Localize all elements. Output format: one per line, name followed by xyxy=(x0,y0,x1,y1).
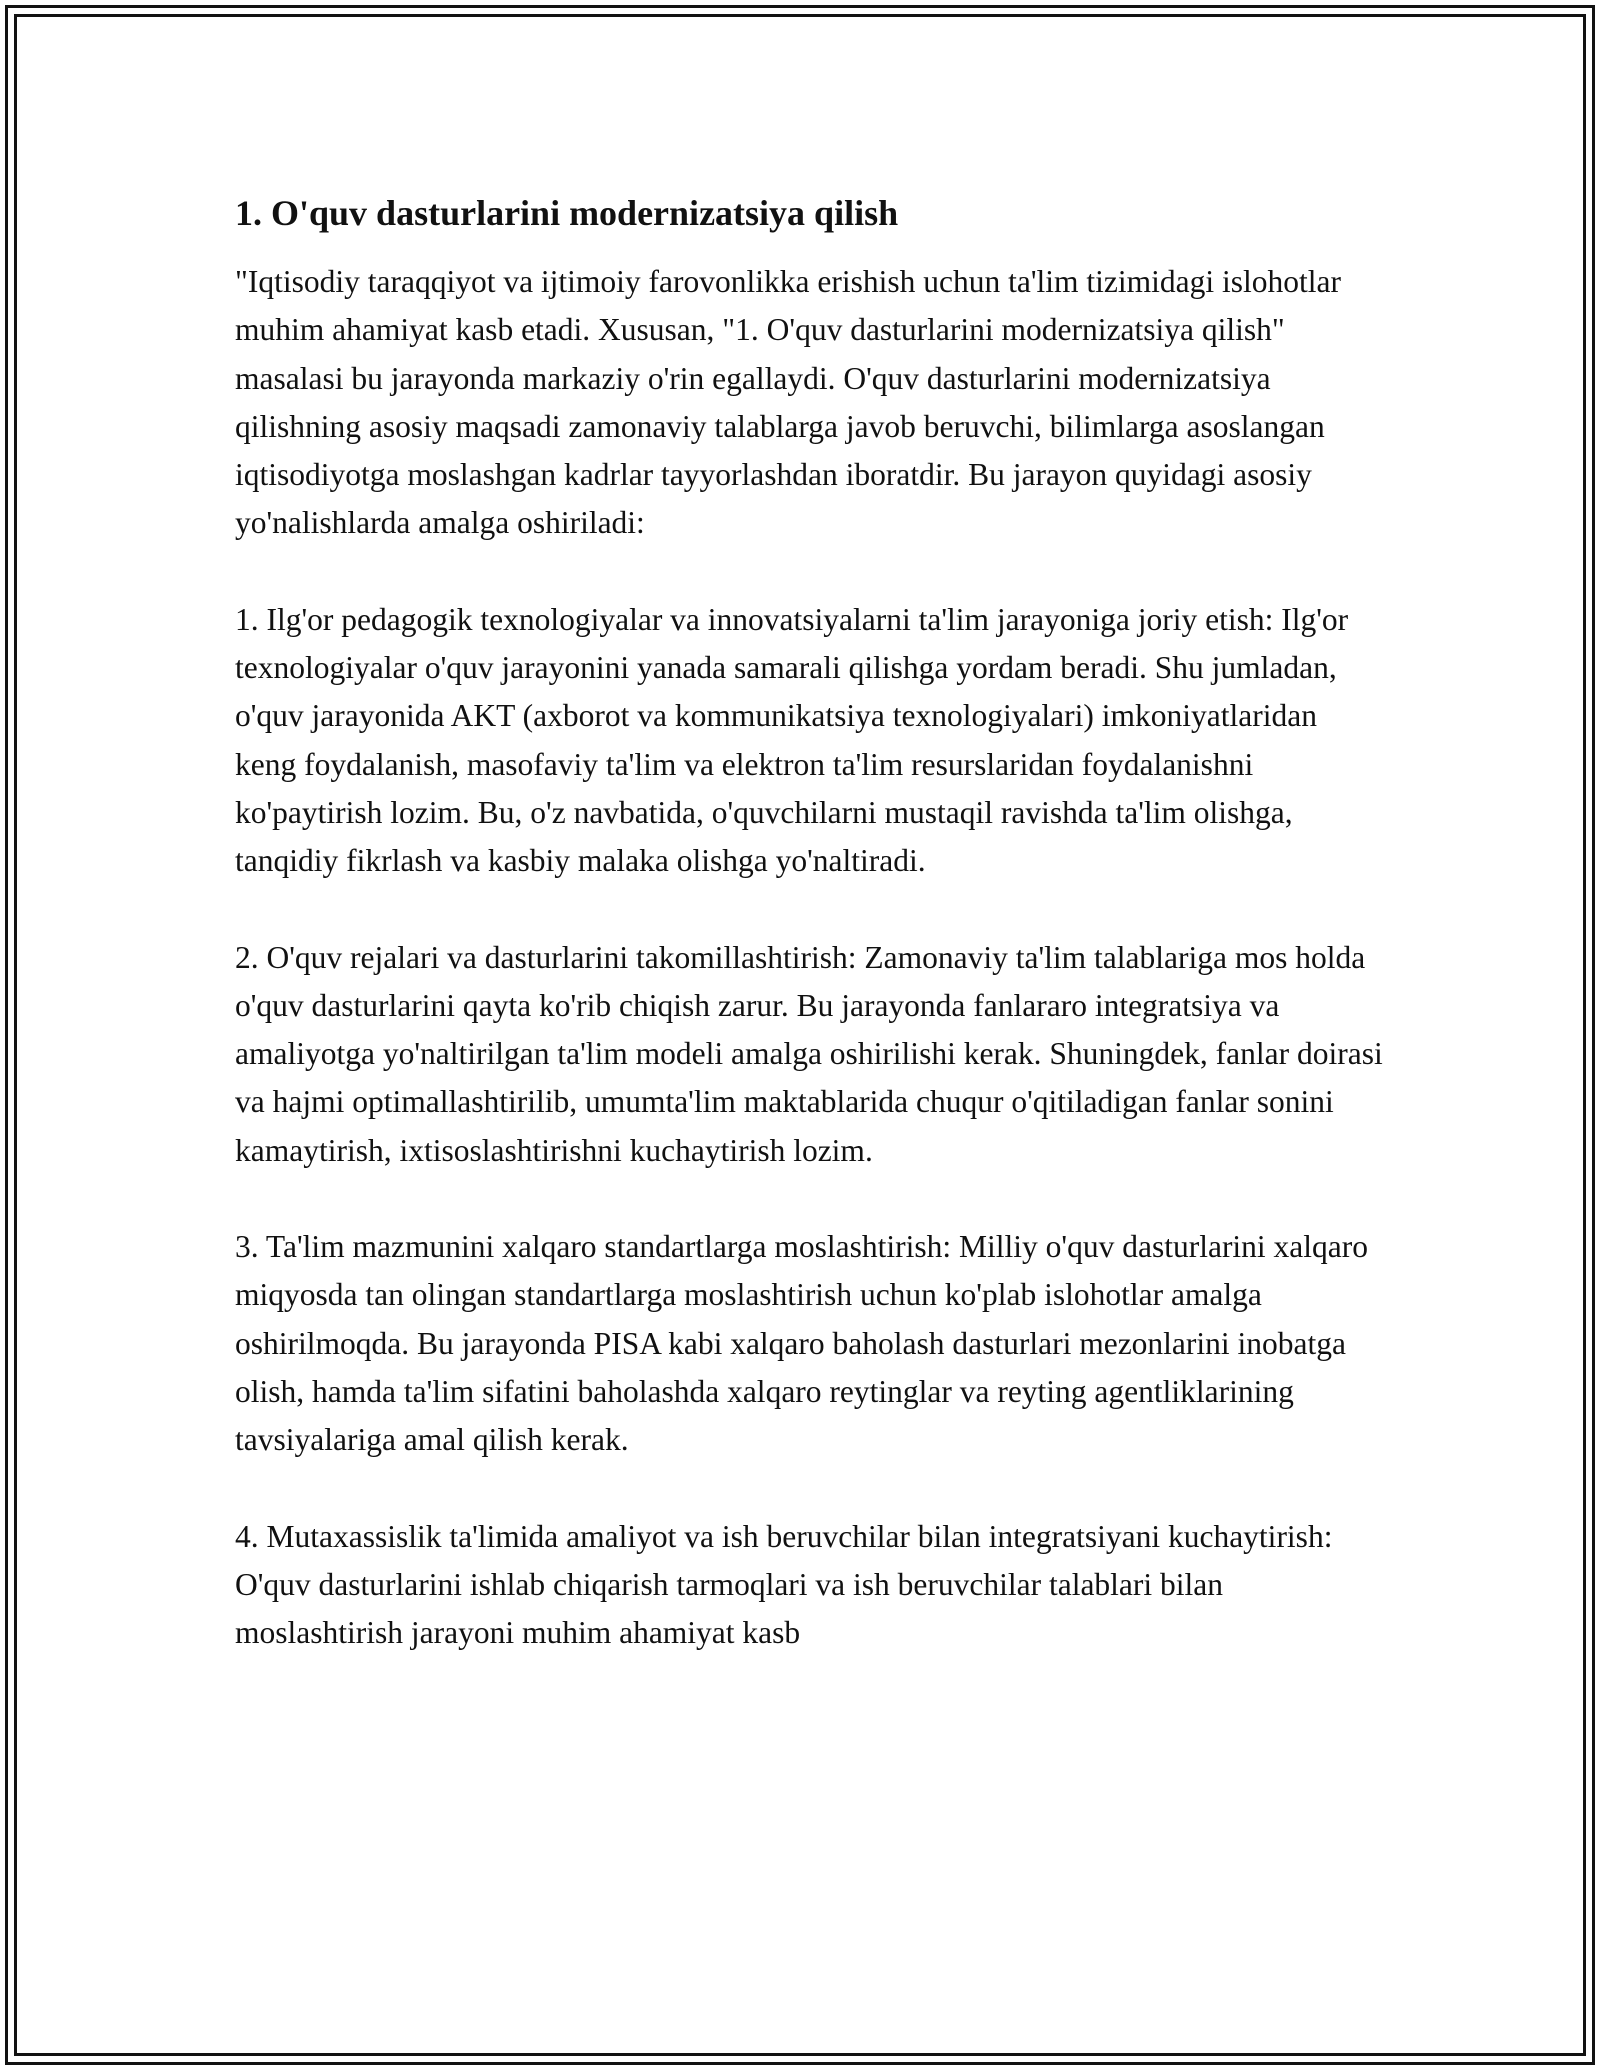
intro-paragraph: "Iqtisodiy taraqqiyot va ijtimoiy farovonlikka erishish uchun ta'lim tizimidagi islohotlar muhim ahamiyat kasb etadi. Xususan, "1. O'quv dasturlarini modernizatsiya qilish" masalasi bu jarayonda markaziy o'rin egallaydi. O'quv dasturlarini modernizatsiya qilishning asosiy maqsadi zamonaviy talablarga javob beruvchi, bilimlarga asoslangan iqtisodiyotga moslashgan kadrlar tayyorlashdan iboratdir. Bu jarayon quyidagi asosiy yo'nalishlarda amalga oshiriladi: xyxy=(235,264,1341,541)
paragraph-item-2: 2. O'quv rejalari va dasturlarini takomillashtirish: Zamonaviy ta'lim talablariga mos holda o'quv dasturlarini qayta ko'rib chiqish zarur. Bu jarayonda fanlararo integratsiya va amaliyotga yo'naltirilgan ta'lim modeli amalga oshirilishi kerak. Shuningdek, fanlar doirasi va hajmi optimallashtirilib, umumta'lim maktablarida chuqur o'qitiladigan fanlar sonini kamaytirish, ixtisoslashtirishni kuchaytirish lozim. xyxy=(235,939,1383,1168)
paragraph-item-1: 1. Ilg'or pedagogik texnologiyalar va innovatsiyalarni ta'lim jarayoniga joriy etish: Ilg'or texnologiyalar o'quv jarayonini yanada samarali qilishga yordam beradi. Shu jumladan, o'quv jarayonida AKT (axborot va kommunikatsiya texnologiyalari) imkoniyatlaridan keng foydalanish, masofaviy ta'lim va elektron ta'lim resurslaridan foydalanishni ko'paytirish lozim. Bu, o'z navbatida, o'quvchilarni mustaqil ravishda ta'lim olishga, tanqidiy fikrlash va kasbiy malaka olishga yo'naltiradi. xyxy=(235,601,1349,879)
document-title: 1. O'quv dasturlarini modernizatsiya qilish xyxy=(235,193,899,233)
paragraph-item-4: 4. Mutaxassislik ta'limida amaliyot va ish beruvchilar bilan integratsiyani kuchaytirish: O'quv dasturlarini ishlab chiqarish tarmoqlari va ish beruvchilar talablari bilan moslashtirish jarayoni muhim ahamiyat kasb xyxy=(235,1518,1333,1651)
document-body xyxy=(235,188,1385,1705)
paragraph-item-3: 3. Ta'lim mazmunini xalqaro standartlarga moslashtirish: Milliy o'quv dasturlarini xalqaro miqyosda tan olingan standartlarga moslashtirish uchun ko'plab islohotlar amalga oshirilmoqda. Bu jarayonda PISA kabi xalqaro baholash dasturlari mezonlarini inobatga olish, hamda ta'lim sifatini baholashda xalqaro reytinglar va reyting agentliklarining tavsiyalariga amal qilish kerak. xyxy=(235,1229,1369,1458)
